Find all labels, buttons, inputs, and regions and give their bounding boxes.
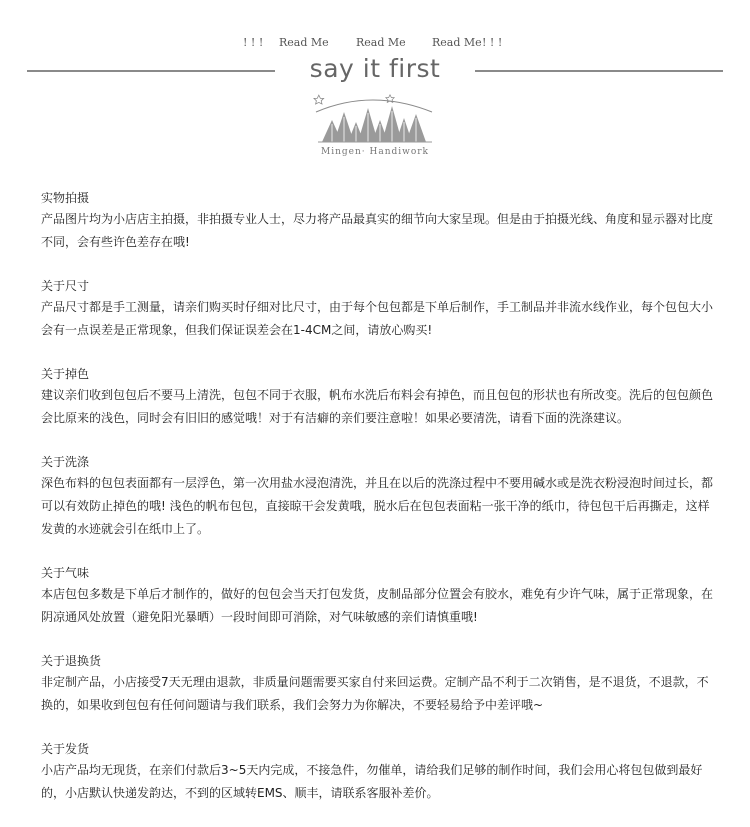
section-washing (41, 452, 713, 541)
section-heading: 关于掉色 (41, 367, 90, 381)
header-rule-left (27, 70, 275, 72)
section-odor (41, 563, 713, 629)
section-fading (41, 364, 713, 430)
policy-sections (41, 188, 713, 827)
forest-logo-icon (310, 90, 440, 170)
section-body: 产品图片均为小店店主拍摄，非拍摄专业人士，尽力将产品最真实的细节向大家呈现。但是由于拍摄光线、角度和显示器对比度不同，会有些许色差存在哦! (41, 212, 714, 249)
nav-exclaim-right: ! ! ! (482, 36, 503, 49)
section-heading: 实物拍摄 (41, 191, 90, 205)
section-body: 深色布料的包包表面都有一层浮色，第一次用盐水浸泡清洗，并且在以后的洗涤过程中不要用碱水或是洗衣粉浸泡时间过长，都可以有效防止掉色的哦! 浅色的帆布包包，直接晾干会发黄哦，脱水后在包包表面粘一张干净的纸巾，待包包干后再撕走，这样发黄的水迹就会引在纸巾上了。 (41, 476, 714, 536)
nav-readme-link-2[interactable]: Read Me (356, 36, 406, 49)
section-heading: 关于尺寸 (41, 279, 90, 293)
section-photography (41, 188, 713, 254)
section-body: 产品尺寸都是手工测量，请亲们购买时仔细对比尺寸，由于每个包包都是下单后制作，手工制品并非流水线作业，每个包包大小会有一点误差是正常现象，但我们保证误差会在1-4CM之间，请放心购买! (41, 300, 714, 337)
brand-text: Mingen· Handiwork (320, 147, 430, 157)
section-body: 小店产品均无现货，在亲们付款后3~5天内完成，不接急件，勿催单，请给我们足够的制作时间，我们会用心将包包做到最好的，小店默认快递发韵达，不到的区域转EMS、顺丰，请联系客服补差价。 (41, 763, 703, 800)
section-returns (41, 651, 713, 717)
section-size (41, 276, 713, 342)
section-heading: 关于洗涤 (41, 455, 90, 469)
section-body: 本店包包多数是下单后才制作的，做好的包包会当天打包发货，皮制品部分位置会有胶水，难免有少许气味，属于正常现象，在阴凉通风处放置（避免阳光暴晒）一段时间即可消除，对气味敏感的亲们请慎重哦! (41, 587, 714, 624)
section-heading: 关于退换货 (41, 654, 102, 668)
top-nav (0, 36, 750, 52)
header-rule-right (475, 70, 723, 72)
section-shipping (41, 739, 713, 805)
section-body: 建议亲们收到包包后不要马上清洗，包包不同于衣服，帆布水洗后布料会有掉色，而且包包的形状也有所改变。洗后的包包颜色会比原来的浅色，同时会有旧旧的感觉哦！对于有洁癖的亲们要注意啦！如果必要清洗，请看下面的洗涤建议。 (41, 388, 714, 425)
nav-readme-link-1[interactable]: Read Me (279, 36, 329, 49)
section-heading: 关于气味 (41, 566, 90, 580)
nav-exclaim-left: ! ! ! (243, 36, 264, 49)
page-title: say it first (309, 54, 441, 83)
section-body: 非定制产品，小店接受7天无理由退款，非质量问题需要买家自付来回运费。定制产品不利于二次销售，是不退货，不退款，不换的，如果收到包包有任何问题请与我们联系，我们会努力为你解决，不要轻易给予中差评哦~ (41, 675, 709, 712)
section-heading: 关于发货 (41, 742, 90, 756)
nav-readme-link-3[interactable]: Read Me (432, 36, 482, 49)
